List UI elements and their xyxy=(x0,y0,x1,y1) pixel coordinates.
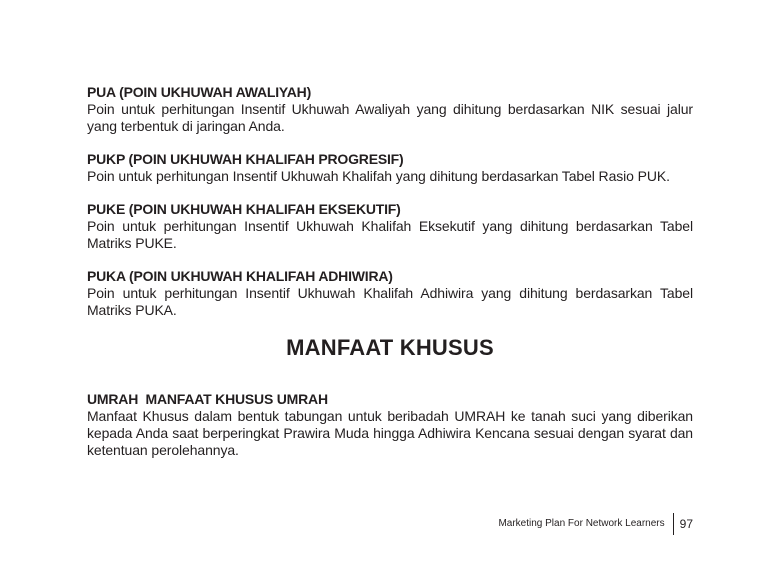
section-title: PUA (POIN UKHUWAH AWALIYAH) xyxy=(87,84,312,100)
page-heading: MANFAAT KHUSUS xyxy=(286,335,494,360)
page-content xyxy=(87,84,693,459)
section-umrah xyxy=(87,391,693,459)
section-body: Manfaat Khusus dalam bentuk tabungan untuk beribadah UMRAH ke tanah suci yang diberikan kepada Anda saat berperingkat Prawira Muda hingga Adhiwira Kencana sesuai dengan syarat dan ketentuan perolehannya. xyxy=(87,408,693,458)
section-title: PUKE (POIN UKHUWAH KHALIFAH EKSEKUTIF) xyxy=(87,201,401,217)
page-footer xyxy=(498,513,693,535)
section-title: UMRAH MANFAAT KHUSUS UMRAH xyxy=(87,391,328,407)
section-puka xyxy=(87,268,693,319)
section-body: Poin untuk perhitungan Insentif Ukhuwah Khalifah Eksekutif yang dihitung berdasarkan Tabel Matriks PUKE. xyxy=(87,218,693,251)
section-puke xyxy=(87,201,693,252)
page-number: 97 xyxy=(679,517,693,531)
section-body: Poin untuk perhitungan Insentif Ukhuwah Awaliyah yang dihitung berdasarkan NIK sesuai jalur yang terbentuk di jaringan Anda. xyxy=(87,101,693,134)
section-pukp xyxy=(87,151,693,185)
section-title: PUKA (POIN UKHUWAH KHALIFAH ADHIWIRA) xyxy=(87,268,393,284)
section-title: PUKP (POIN UKHUWAH KHALIFAH PROGRESIF) xyxy=(87,151,404,167)
section-body: Poin untuk perhitungan Insentif Ukhuwah Khalifah yang dihitung berdasarkan Tabel Rasio PUK. xyxy=(87,168,670,184)
section-pua xyxy=(87,84,693,135)
section-body: Poin untuk perhitungan Insentif Ukhuwah Khalifah Adhiwira yang dihitung berdasarkan Tabel Matriks PUKA. xyxy=(87,285,693,318)
footer-title: Marketing Plan For Network Learners xyxy=(498,518,665,529)
